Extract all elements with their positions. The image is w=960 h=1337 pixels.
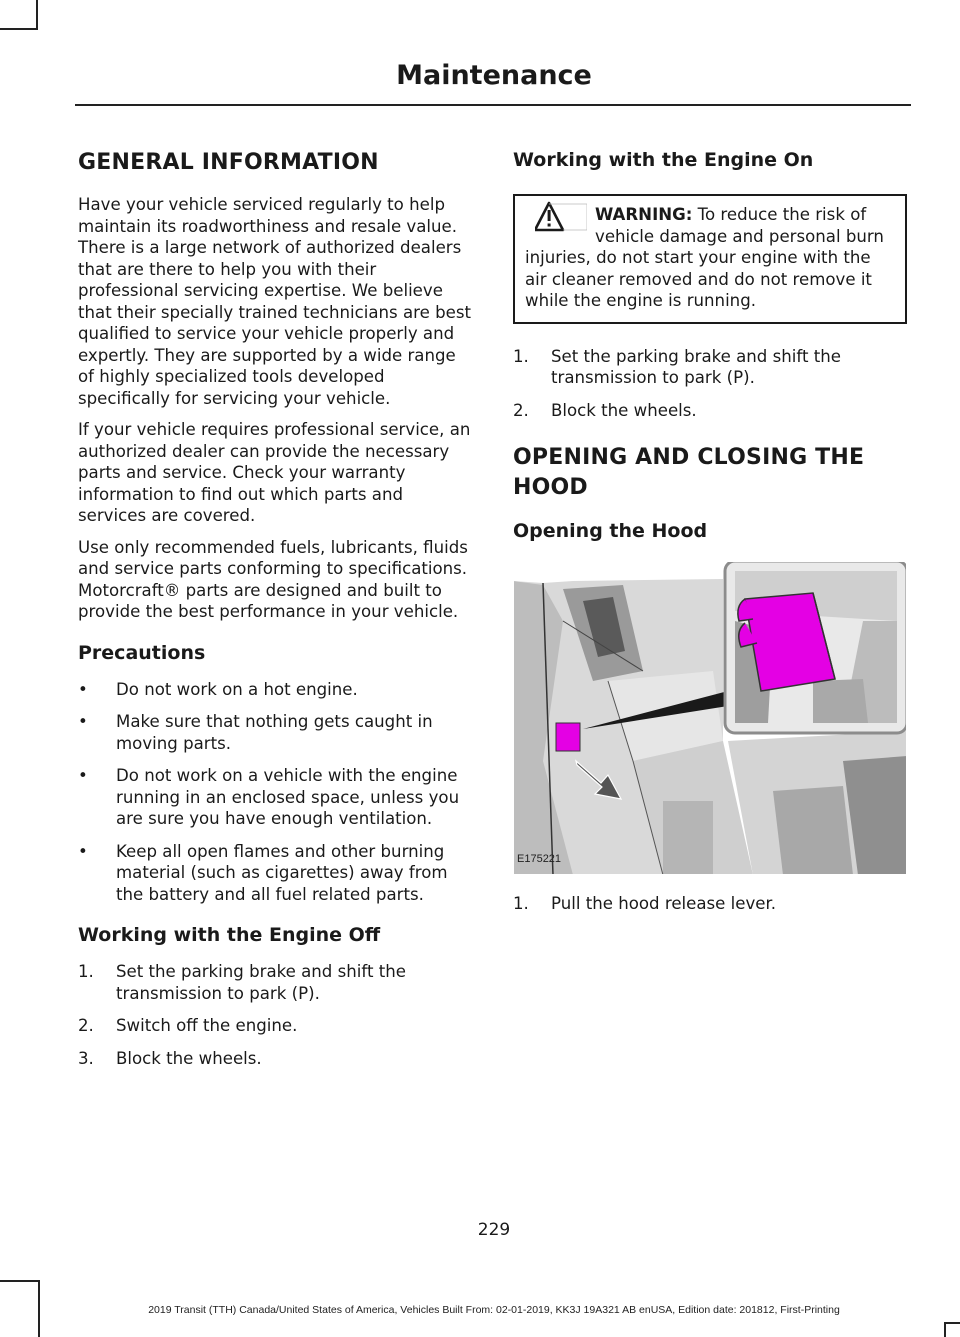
precautions-list xyxy=(78,679,476,906)
step-number: 2. xyxy=(78,1016,94,1035)
hood-release-figure xyxy=(513,561,907,875)
header-divider xyxy=(75,104,911,106)
engine-off-heading: Working with the Engine Off xyxy=(78,924,381,946)
hood-heading xyxy=(513,443,907,503)
crop-mark xyxy=(944,1322,946,1337)
hood-heading-line-1: OPENING AND CLOSING THE xyxy=(513,445,865,470)
bullet-mark: • xyxy=(78,679,88,699)
list-item xyxy=(78,711,476,754)
page-number: 229 xyxy=(477,1220,511,1240)
step-text: Block the wheels. xyxy=(116,1048,262,1068)
list-item-text: Do not work on a hot engine. xyxy=(116,679,358,699)
list-item xyxy=(78,841,476,906)
page-title: Maintenance xyxy=(396,60,592,91)
list-item-text: Keep all open flames and other burning material (such as cigarettes) away from the battery and all fuel related parts. xyxy=(116,841,448,904)
list-item xyxy=(78,1015,476,1037)
bullet-mark: • xyxy=(78,766,88,785)
step-number: 1. xyxy=(78,962,94,981)
general-paragraph-2: If your vehicle requires professional service, an authorized dealer can provide the necessary parts and service. Check your warranty information to find out which parts and services are covered. xyxy=(78,420,471,525)
step-text: Set the parking brake and shift the transmission to park (P). xyxy=(116,962,406,1003)
step-text: Switch off the engine. xyxy=(116,1016,298,1035)
list-item xyxy=(78,765,476,830)
opening-hood-heading: Opening the Hood xyxy=(513,520,708,542)
step-number: 3. xyxy=(78,1048,94,1068)
warning-text: To reduce the risk of vehicle damage and personal burn injuries, do not start your engine with the air cleaner removed and do not remove it while the engine is running. xyxy=(525,205,884,310)
left-column xyxy=(78,148,476,1081)
list-item xyxy=(513,893,907,915)
engine-on-steps xyxy=(513,346,907,422)
precautions-heading: Precautions xyxy=(78,641,206,664)
crop-mark xyxy=(0,1280,40,1282)
general-paragraph-1: Have your vehicle serviced regularly to help maintain its roadworthiness and resale value. There is a large network of authorized dealers that are there to help you with their professional servicing expertise. We believe that their specially trained technicians are best qualified to service your vehicle properly and expertly. They are supported by a wide range of highly specialized tools developed specifically for servicing your vehicle. xyxy=(78,195,471,408)
list-item xyxy=(513,400,907,422)
step-number: 1. xyxy=(513,346,529,366)
hood-release-illustration xyxy=(513,561,907,875)
hood-heading-line-2: HOOD xyxy=(513,475,588,500)
list-item xyxy=(78,961,476,1004)
warning-label: WARNING: xyxy=(595,205,693,224)
hood-steps xyxy=(513,893,907,915)
step-text: Pull the hood release lever. xyxy=(551,894,777,913)
step-text: Block the wheels. xyxy=(551,400,697,420)
list-item-text: Do not work on a vehicle with the engine running in an enclosed space, unless you are sure you have enough ventilation. xyxy=(116,766,460,828)
footer-text: 2019 Transit (TTH) Canada/United States of America, Vehicles Built From: 02-01-2019, KK3J 19A321 AB enUSA, Edition date: 201812, First-Printing xyxy=(148,1304,840,1316)
engine-off-steps xyxy=(78,961,476,1069)
step-number: 2. xyxy=(513,400,529,420)
crop-mark xyxy=(0,28,38,30)
list-item xyxy=(78,679,476,701)
crop-mark xyxy=(36,0,38,30)
bullet-mark: • xyxy=(78,841,88,861)
warning-triangle-icon xyxy=(535,200,587,234)
list-item xyxy=(78,1048,476,1070)
list-item xyxy=(513,346,907,389)
warning-box xyxy=(513,194,907,324)
list-item-text: Make sure that nothing gets caught in moving parts. xyxy=(116,712,433,753)
general-paragraph-3: Use only recommended fuels, lubricants, fluids and service parts conforming to specifications. Motorcraft® parts are designed and built to provide the best performance in your vehicle. xyxy=(78,537,468,621)
right-column xyxy=(513,148,907,927)
engine-on-heading: Working with the Engine On xyxy=(513,149,814,171)
bullet-mark: • xyxy=(78,712,88,731)
general-information-heading: GENERAL INFORMATION xyxy=(78,150,379,175)
step-text: Set the parking brake and shift the transmission to park (P). xyxy=(551,346,841,387)
figure-code: E175221 xyxy=(517,853,562,865)
crop-mark xyxy=(944,1322,960,1324)
step-number: 1. xyxy=(513,894,529,913)
